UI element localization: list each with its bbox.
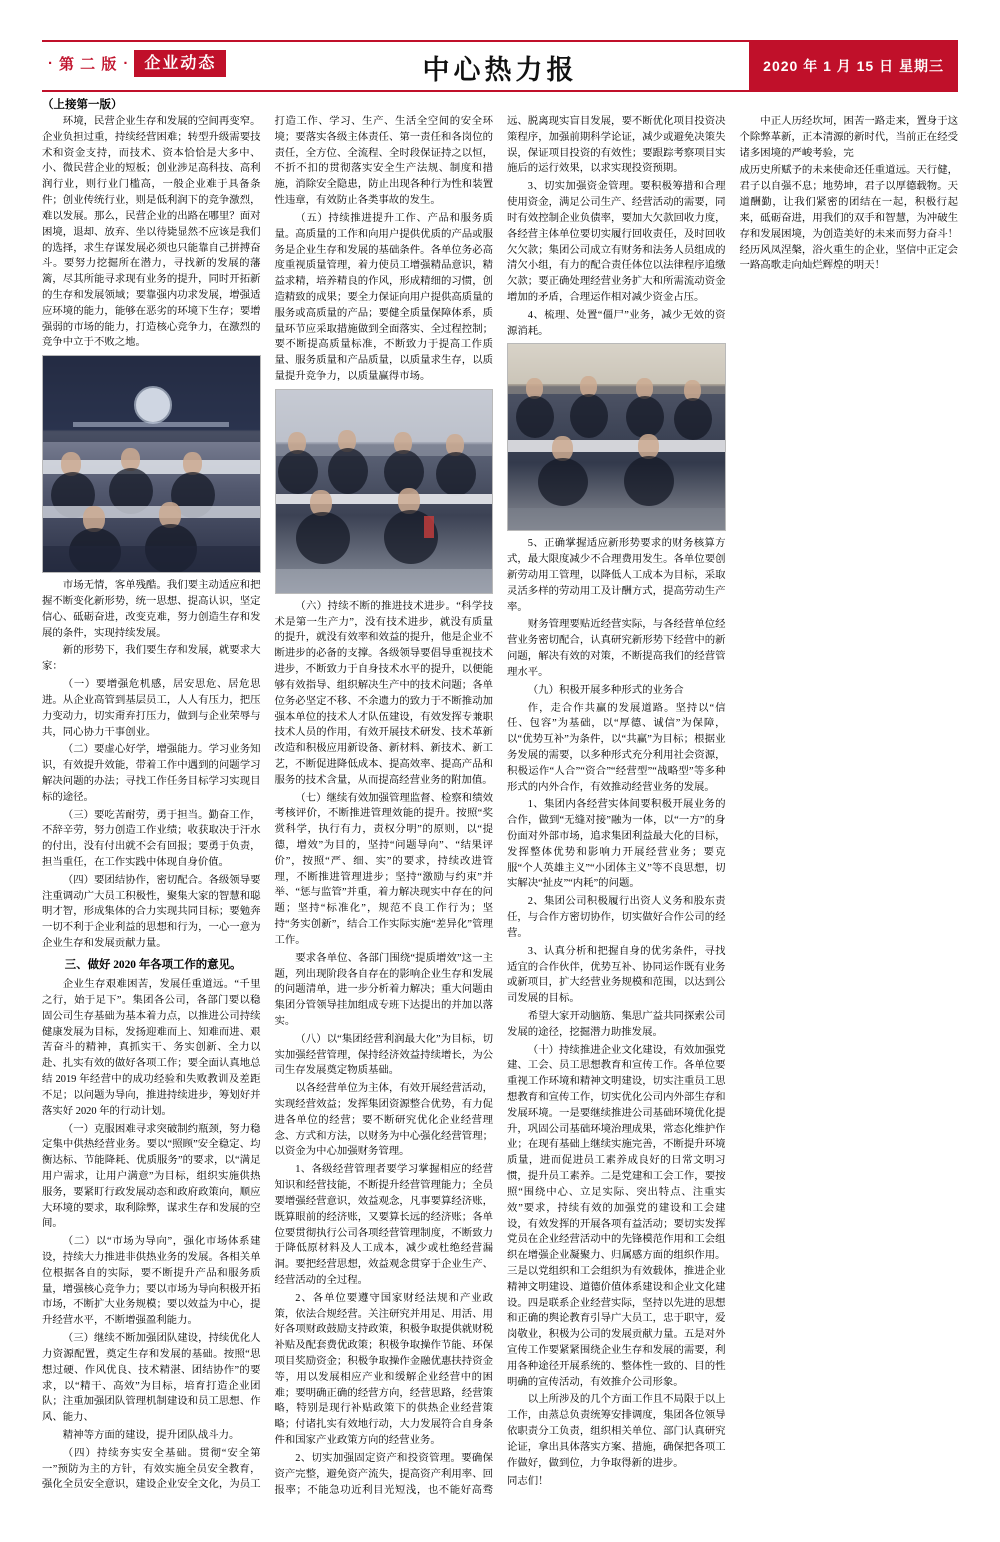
paragraph: （一）克服困难寻求突破制约瓶颈，努力稳定集中供热经营业务。要以“照顾”安全稳定、均衡达标、节能降耗、优质服务”的要求，以“满足用户需求，让用户满意”为目标，组织实施供热服务，要紧盯行政发展动态和政府政策向，顺应大环境的要求，取利除弊，谋求生存和发展的空间。 [42,1123,261,1230]
paragraph: （三）要吃苦耐劳，勇于担当。勤奋工作，不辞辛劳，努力创造工作业绩；收获取决于汗水的付出，没有付出就不会有回报；要勇于负责，担当重任，在工作实践中体现自身价值。 [42,809,261,868]
paragraph: 成历史所赋予的未来使命还任重道远。天行健，君子以自强不息；地势坤，君子以厚德载物。天道酬勤，让我们紧密的团结在一起，积极行起来，砥砺奋进，用我们的双手和智慧，为冲破生存和发展困境，为创造美好的未来而努力奋斗！经历风凤涅槃，浴火重生的企业，坚信中正定会一路高歌走向灿烂辉煌的明天！ [739,165,958,272]
paper-title: 中心热力报 [422,55,578,85]
paragraph: 1、各级经营管理者要学习掌握相应的经营知识和经营技能，不断提升经营管理能力；全员要增强经营意识，效益观念，凡事要算经济账，既算眼前的经济账，又要算长远的经济账；各单位要贯彻执行公司各项经营管理制度，不断致力于降低原材料及人工成本，减少或杜绝经营漏洞。要把经营思想，效益观念贯穿于企业生产、经营活动的全过程。 [274,1164,493,1286]
paragraph: 环境，民营企业生存和发展的空间再变窄。企业负担过重，持续经营困难；转型升级需要技术和资金支持，而技术、资本恰恰是大多中、小、微民营企业的短板；创业涉足高科技、高利润行业，则行业门槛高，一般企业难于具备条件；创业传统行业，则是低利润下的竞争激烈，难以发展。那么，民营企业的出路在哪里？面对困境，退却、放弃、坐以待毙显然不应该是我们的选择，求生存谋发展必须也只能靠自己拼搏奋斗。要努力挖掘所在潜力，寻找新的发展的藩篱，尽其所能寻求现有业务的提升，同时开拓新的生存和发展领域；要靠强内功求发展，增强适应环境的能力，能够在恶劣的环境下生存；要增强弱的市场的能力，打造核心竞争力，在激烈的竞争中立于不败之地。 [42,116,261,349]
paragraph: （七）继续有效加强管理监督、检察和绩效考核评价，不断推进管理效能的提升。按照“奖赏科学，执行有力，责权分明”的原则，以“提德，增效”为目的，坚持“问题导向”、“结果评价”，按照“严、细、实”的要求，持续改进管理，不断推进管理进步；坚持“激励与约束”并举、“惩与监管”并重，着力解决现实中存在的问题；坚持“标准化”，规范不良工作行为；坚持“务实创新”，结合工作实际实施“差异化”管理工作。 [274,792,493,946]
paragraph: 3、切实加强资金管理。要积极筹措和合理使用资金，满足公司生产、经营活动的需要，同时有效控制企业负债率，要加大欠款回收力度，各经营主体单位要切实履行回收责任，及时回收欠欠款；集团公司成立有财务和法务人员组成的清欠小组，有力的配合责任体位以法律程序追缴欠款；要正确处理经营业务扩大和所需流动资金增加的矛盾，合理运作相对减少资金占压。 [507,181,726,303]
paragraph: （十）持续推进企业文化建设，有效加强党建、工会、员工思想教育和宣传工作。各单位要重视工作环境和精神文明建设，切实注重员工思想教育和宣传工作，切实优化公司内外部生存和发展环境。一是要继续推进公司基础环境优化提升，巩固公司基础环境治理成果，常态化维护作业；在现有基础上继续实施完善，不断提升环境质量，进而促进员工素养成良好的日常文明习惯，提升员工素养。二是党建和工会工作，要按照“围绕中心、立足实际、突出特点、注重实效”要求，持续有效的加强党的建设和工会建设，有效发挥的开展各项有益活动；要切实发挥党员在企业经营活动中的先锋模范作用和工会组织在增强企业凝聚力、归属感方面的组织作用。三是以党组织和工会组织为有效载体，推进企业精神文明建设、道德价值体系建设和企业文化建设。四是联系企业经营实际，坚持以先进的思想和正确的舆论教育引导广大员工，忠于职守，爱岗敬业，积极为公司的发展贡献力量。五是对外宣传工作要紧紧围绕企业生存和发展的需要，利用各种途径开展系统的、整体性一致的、目的性明确的宣传活动，有效推介公司形象。 [507,1044,726,1388]
paragraph: 财务管理要贴近经营实际，与各经营单位经营业务密切配合，认真研究新形势下经营中的新问题，解决有效的对策，不断提高我们的经营管理水平。 [507,619,726,678]
paragraph: 2、集团公司积极履行出资人义务和股东责任，与合作方密切协作，切实做好合作公司的经营。 [507,896,726,939]
paragraph: （二）以“市场为导向”，强化市场体系建设，持续大力推进非供热业务的发展。各相关单位根据各自的实际，要不断提升产品和服务质量，增强核心竞争力；要以市场为导向积极开拓市场，不断扩大业务规模；要以效益为中心，提升经营水平，不断增强盈利能力。 [42,1236,261,1327]
continuation-note: （上接第一版） [42,99,123,111]
paragraph: 以各经营单位为主体，有效开展经营活动，实现经营效益；发挥集团资源整合优势，有力促进各单位的经营；要不断研究优化企业经营理念、方式和方法，以财务为中心强化经营管理；以资金为中心加强财务管理。 [274,1083,493,1158]
edition-dot-left: · [48,55,53,73]
paragraph: （一）要增强危机感，居安思危、居危思进。从企业高管到基层员工，人人有压力，把压力变动力，切实甭弃打压力，做到与企业荣辱与共，同心协力干事创业。 [42,679,261,738]
photo-image [507,343,726,531]
section-badge: 企业动态 [134,50,226,77]
paragraph: 同志们！ [507,1475,549,1487]
paragraph: 作，走合作共赢的发展道路。坚持以“信任、包容”为基础，以“厚德、诚信”为保障，以“优势互补”为条件，以“共赢”为目标；根据业务发展的需要，以多种形式充分利用社会资源，积极运作“人合”“资合”“经营型”“战略型”等多种形式的内外合作，有效推动经营业务的发展。 [507,702,726,793]
paragraph: （三）继续不断加强团队建设，持续优化人力资源配置，奠定生存和发展的基础。按照“思想过硬、作风优良、技术精湛、团结协作”的要求，以“精干、高效”为目标，培育打造企业团队；注重加强团队管理机制建设和员工思想、作风、能力、 [42,1333,261,1424]
section-heading: 三、做好 2020 年各项工作的意见。 [64,958,242,971]
paragraph: 企业生存艰难困苦，发展任重道远。“千里之行，始于足下”。集团各公司，各部门要以稳固公司生存基础为基本着力点，以推进公司持续健康发展为目标，发扬迎难而上、知难而进、艰苦奋斗的精神，真抓实干、务实创新、全力以赴、扎实有效的做好各项工作；要全面认真地总结 2019 年经营中的成功经验和失败教训及差距不足；以问题为导向，推进持续进步，筹划好并落实好 2020 年的行动计划。 [42,979,261,1117]
paragraph: 以上所涉及的几个方面工作且不局限于以上工作，由蒸总负责统筹安排调度，集团各位领导依职责分工负责，组织相关单位、部门认真研究论证，拿出具体落实方案、措施，确保把各项工作做好，做到位，力争取得新的进步。 [507,1394,726,1469]
paragraph: 希望大家开动脑筋、集思广益共同探索公司发展的途径，挖掘潜力助推发展。 [507,1010,726,1038]
paragraph: （二）要虚心好学，增强能力。学习业务知识，有效提升效能，带着工作中遇到的问题学习解决问题的办法；寻找工作任务目标学习实现目标的途径。 [42,744,261,803]
paragraph: 新的形势下，我们要生存和发展，就要求大家： [42,645,261,673]
edition-dot-right: · [123,55,129,73]
paragraph: 2、各单位要遵守国家财经法规和产业政策，依法合规经营。关注研究并用足、用活、用好各项财政鼓励支持政策，积极争取提供就财税补贴及配套费优政策；积极争取操作节能、环保项目奖励资金；积极争取操作金融优惠扶持资金等，用以发展相应产业和缓解企业经营中的困难；要明确正确的经营方向，经营思路，经营策略，特别是现行补贴政策下的供热企业经营策略；付诸扎实有效地行动，大力发展符合自身条件和国家产业政策方向的经营业务。 [274,1292,493,1447]
paragraph: 1、集团内各经营实体间要积极开展业务的合作，做到“无缝对接”融为一体，以“一方”的身份面对外部市场，追求集团利益最大化的目标，发挥整体优势和影响力开展经营业务；要克服“个人英雄主义”“小团体主义”等不良思想，切实解决“扯皮”“内耗”的问题。 [507,799,726,890]
paragraph: 要求各单位、各部门围绕“提质增效”这一主题，列出现阶段各自存在的影响企业生存和发展的问题清单，进一步分析着力解决；重大问题由集团分管领导挂加组成专班下达提出的并加以落实。 [274,952,493,1027]
figure-photo-meeting-2 [275,389,494,594]
paragraph: 2、切实加强固定资产和投资管理。要确保资产完整，避免资产流失，提高资产利用率、回报率；不能急功近利目光短浅，也不能好高骛远、脱离现实盲目发展，要不断优化项目投资决策程序，加强前期科学论证，减少或避免决策失误，保证项目投资的有效性；要跟踪考察项目实施后的运行效果，以求实现投资预期。 [274,116,726,1496]
photo-image [275,389,494,594]
paragraph: 4、梳理、处置“僵尸”业务，减少无效的资源消耗。 [507,309,726,337]
figure-photo-meeting-3 [507,343,726,531]
figure-photo-meeting-1 [42,355,261,573]
paragraph: 5、正确掌握适应新形势要求的财务核算方式，最大限度减少不合理费用发生。各单位要创新劳动用工管理，以降低人工成本为目标，采取灵活多样的劳动用工及计酬方式，提高劳动生产率。 [507,538,726,613]
paragraph: （八）以“集团经营利润最大化”为目标，切实加强经营管理，保持经济效益持续增长，为公司生存发展奠定物质基础。 [274,1033,493,1077]
paragraph: 市场无情，客单残酷。我们要主动适应和把握不断变化新形势，统一思想、提高认识，坚定信心、砥砺奋进，改变克难，努力创造生存和发展的条件，实现持续发展。 [42,580,261,639]
issue-date: 2020 年 1 月 15 日 星期三 [749,42,958,90]
paragraph: （九）积极开展多种形式的业务合 [527,684,684,696]
paragraph: （五）持续推进提升工作、产品和服务质量。高质量的工作和向用户提供优质的产品或服务是企业生存和发展的基础条件。各单位务必高度重视质量管理，着力使员工增强精品意识，精益求精，培养精良的作风，形成精细的习惯，创造精致的成果；要全力保证向用户提供高质量的服务或高质量的产品；要健全质量保障体系，质量环节应采取措施做到全面落实、全过程控制；要不断提高质量标准，不断致力于提高工作质量、服务质量和产品质量，以质量求生存，以质量提升竞争力，以质量赢得市场。 [274,212,493,382]
paragraph: （六）持续不断的推进技术进步。“科学技术是第一生产力”，没有技术进步，就没有质量的提升，就没有效率和效益的提升，他是企业不断进步的必备的支撑。各级领导要倡导重视技术进步，不断致力于自身技术水平的提升，以便能够有效指导、组织解决生产中的技术问题；各单位务必坚定不移、不余遗力的致力于不断推动加强本单位的技术人才队伍建设，有效发挥专兼职技术人员的作用，有效开展技术研发、技术革新改造和积极应用新设备、新材料、新技术、新工艺，不断促进降低成本、提高效率、提高产品和服务的技术含量，从而提高经营业务的附加值。 [274,600,493,786]
paragraph: （四）要团结协作，密切配合。各级领导要注重调动广大员工积极性，聚集大家的智慧和聪明才智，形成集体的合力实现共同目标；要勉奔一切不利于企业利益的思想和行为，一心一意为企业生存和发展贡献力量。 [42,874,261,950]
paragraph: 精神等方面的建设，提升团队战斗力。 [62,1429,240,1441]
paragraph: （四）持续夯实安全基础。贯彻“安全第一”预防为主的方针，有效实施全员安全教育，强化全员安全意识，建设企业安全文化，为员工打造工作、学习、生产、生活全空间的安全环境；要落实各级主体责任、第一责任和各岗位的责任，全方位、全流程、全时段保证持之以恒，不折不扣的贯彻落实安全生产法规、制度和措施，消除安全隐患，防止出现各种行为性和装置性违章，有效防止各类事故的发生。 [42,116,493,1491]
article-body [42,114,958,1504]
paragraph: 中正人历经坎坷，困苦一路走来，置身于这个除弊革新，正本清源的新时代，当前正在经受诸多困境的严峻考验，完 [739,116,958,159]
paragraph: 3、认真分析和把握自身的优劣条件，寻找适宜的合作伙伴，优势互补、协同运作既有业务或新项目，扩大经营业务规模和范围，以达到公司发展的目标。 [507,945,726,1005]
masthead [42,40,958,92]
edition-label: 第 二 版 [59,56,118,74]
photo-image [42,355,261,573]
